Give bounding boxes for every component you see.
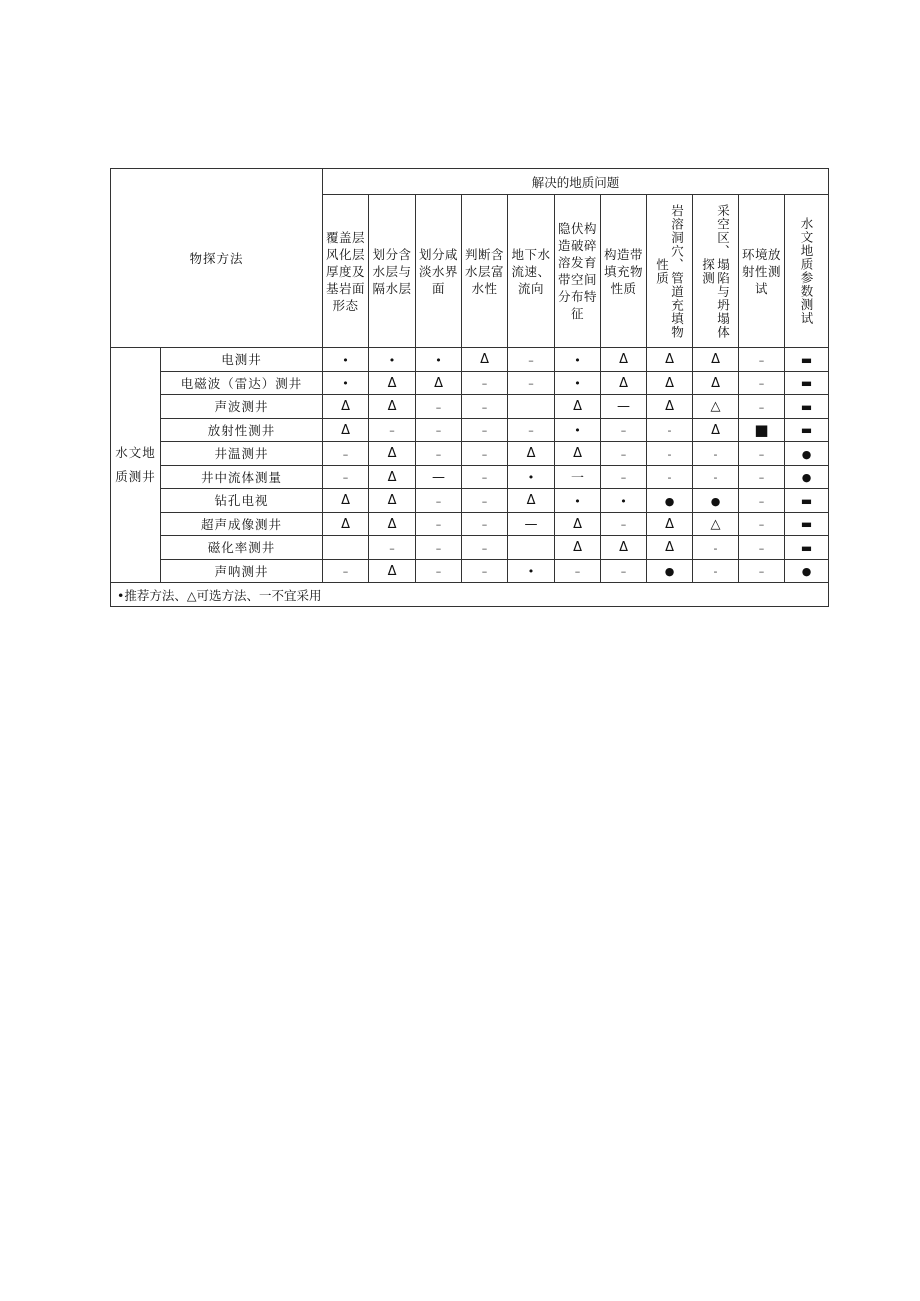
table-cell [785, 536, 829, 560]
suitability-symbol: – [758, 377, 765, 391]
suitability-symbol: - [713, 541, 718, 555]
suitability-symbol: – [481, 400, 488, 414]
table-cell [555, 395, 601, 419]
table-cell [323, 442, 369, 466]
method-name: 超声成像测井 [161, 512, 323, 536]
suitability-symbol: • [435, 353, 442, 367]
suitability-symbol: • [527, 471, 535, 485]
suitability-symbol: • [574, 494, 581, 508]
table-cell [647, 442, 693, 466]
table-cell [462, 512, 508, 536]
suitability-symbol: – [758, 541, 765, 555]
table-row [111, 395, 829, 419]
table-cell [323, 489, 369, 513]
suitability-symbol: Δ [619, 352, 628, 368]
legend-text: •推荐方法、△可选方法、一不宜采用 [117, 587, 322, 603]
table-cell [785, 418, 829, 442]
table-cell [369, 465, 416, 489]
suitability-symbol: Δ [480, 352, 489, 368]
suitability-symbol: – [620, 471, 627, 485]
table-cell [416, 489, 462, 513]
table-cell [739, 512, 785, 536]
suitability-symbol: 一 [571, 471, 585, 487]
suitability-symbol: – [435, 494, 442, 508]
suitability-symbol: – [528, 424, 534, 438]
table-cell [462, 465, 508, 489]
table-cell [369, 512, 416, 536]
table-cell [508, 465, 555, 489]
suitability-symbol: Δ [665, 540, 674, 556]
suitability-symbol: – [620, 424, 627, 438]
table-row [111, 559, 829, 583]
table-cell [323, 418, 369, 442]
table-cell [739, 395, 785, 419]
suitability-symbol: ▬ [800, 423, 813, 438]
suitability-symbol: ● [801, 565, 812, 579]
suitability-symbol: • [574, 377, 581, 391]
suitability-symbol: – [481, 377, 488, 391]
table-row [111, 465, 829, 489]
table-cell [416, 559, 462, 583]
table-cell [462, 559, 508, 583]
table-cell [508, 536, 555, 560]
suitability-symbol: ● [801, 471, 812, 485]
column-header-cell [508, 195, 555, 348]
column-header-cell [601, 195, 647, 348]
table-cell [555, 418, 601, 442]
table-cell [785, 395, 829, 419]
column-header-cell [323, 195, 369, 348]
table-cell [601, 442, 647, 466]
table-cell [739, 371, 785, 395]
suitability-symbol: Δ [711, 352, 720, 368]
suitability-symbol: Δ [665, 375, 674, 391]
suitability-symbol: Δ [387, 516, 397, 532]
suitability-symbol: Δ [573, 540, 582, 556]
column-header-label: 覆盖层风化层厚度及基岩面形态 [326, 229, 366, 313]
suitability-symbol: – [435, 541, 442, 555]
table-cell [462, 489, 508, 513]
suitability-symbol: — [432, 469, 446, 485]
suitability-symbol: • [342, 353, 349, 367]
suitability-symbol: – [481, 424, 488, 438]
table-cell [647, 536, 693, 560]
suitability-symbol: Δ [665, 399, 674, 415]
suitability-symbol: – [758, 447, 765, 461]
column-header-label: 构造带填充物性质 [604, 246, 644, 296]
suitability-symbol: • [388, 353, 396, 367]
suitability-symbol: ▬ [800, 517, 813, 532]
table-cell [601, 489, 647, 513]
table-cell [462, 348, 508, 372]
suitability-symbol: – [435, 400, 442, 414]
table-cell [462, 371, 508, 395]
table-cell [601, 536, 647, 560]
table-cell [647, 512, 693, 536]
suitability-symbol: – [481, 447, 488, 461]
suitability-symbol: – [481, 494, 488, 508]
method-name: 井中流体测量 [161, 465, 323, 489]
suitability-symbol: Δ [387, 493, 397, 509]
column-header-label: 判断含水层富水性 [465, 246, 505, 296]
suitability-symbol: — [617, 399, 631, 415]
suitability-symbol: Δ [387, 375, 397, 391]
table-cell [508, 348, 555, 372]
suitability-symbol: – [481, 518, 488, 532]
suitability-symbol: – [758, 565, 765, 579]
suitability-symbol: - [713, 565, 718, 579]
table-cell [601, 512, 647, 536]
column-header-cell [555, 195, 601, 348]
suitability-symbol: – [758, 353, 765, 367]
table-cell [647, 395, 693, 419]
table-cell [555, 465, 601, 489]
suitability-symbol: • [527, 565, 535, 579]
table-cell [739, 418, 785, 442]
table-cell [785, 442, 829, 466]
suitability-symbol: Δ [341, 516, 350, 532]
table-cell [785, 465, 829, 489]
table-cell [739, 559, 785, 583]
table-cell [555, 512, 601, 536]
suitability-symbol: – [620, 565, 627, 579]
column-header-label: 地下水流速、流向 [511, 246, 551, 296]
suitability-symbol: - [667, 471, 672, 485]
suitability-symbol: - [667, 424, 672, 438]
suitability-symbol: △ [710, 516, 721, 532]
table-cell [555, 536, 601, 560]
table-cell [647, 489, 693, 513]
column-header-label: 水文地质参数测试 [799, 217, 815, 325]
method-name: 电磁波（雷达）测井 [161, 371, 323, 395]
suitability-symbol: Δ [387, 563, 397, 579]
table-cell [739, 442, 785, 466]
suitability-symbol: – [758, 400, 765, 414]
table-cell [785, 559, 829, 583]
table-cell [739, 348, 785, 372]
suitability-symbol: △ [710, 399, 721, 415]
suitability-symbol: – [528, 353, 534, 367]
suitability-symbol: - [713, 447, 718, 461]
table-cell [416, 418, 462, 442]
suitability-symbol: – [620, 518, 627, 532]
suitability-symbol: Δ [711, 375, 720, 391]
table-cell [323, 371, 369, 395]
suitability-symbol: ▬ [800, 540, 813, 555]
table-cell [369, 559, 416, 583]
suitability-symbol: ● [664, 565, 675, 579]
suitability-symbol: • [574, 353, 581, 367]
method-name: 放射性测井 [161, 418, 323, 442]
table-cell [323, 536, 369, 560]
suitability-symbol: Δ [665, 352, 674, 368]
table-cell [693, 442, 739, 466]
table-cell [323, 395, 369, 419]
table-cell [785, 371, 829, 395]
table-cell [693, 395, 739, 419]
table-cell [555, 442, 601, 466]
suitability-symbol: – [620, 447, 627, 461]
suitability-symbol: ● [801, 447, 812, 461]
column-header-label: 采空区、塌陷与坍塌体探测 [700, 203, 731, 339]
method-name: 声呐测井 [161, 559, 323, 583]
table-cell [555, 489, 601, 513]
table-cell [508, 559, 555, 583]
table-cell [647, 559, 693, 583]
table-cell [601, 395, 647, 419]
table-cell [785, 489, 829, 513]
suitability-symbol: - [667, 447, 672, 461]
column-header-label: 划分咸淡水界面 [419, 246, 459, 296]
table-cell [601, 371, 647, 395]
table-cell [555, 559, 601, 583]
column-header-cell [739, 195, 785, 348]
method-name: 磁化率测井 [161, 536, 323, 560]
table-row [111, 489, 829, 513]
table-row [111, 418, 829, 442]
table-cell [369, 371, 416, 395]
table-cell [416, 371, 462, 395]
table-cell [693, 536, 739, 560]
table-cell [369, 536, 416, 560]
table-cell [369, 442, 416, 466]
table-row [111, 348, 829, 372]
suitability-symbol: – [435, 447, 442, 461]
table-cell [462, 442, 508, 466]
suitability-symbol: – [758, 518, 765, 532]
table-cell [693, 348, 739, 372]
suitability-symbol: – [342, 565, 349, 579]
suitability-symbol: Δ [387, 399, 397, 415]
column-header-cell [785, 195, 829, 348]
suitability-symbol: ▬ [800, 376, 813, 391]
column-header-cell [693, 195, 739, 348]
suitability-symbol: Δ [387, 469, 397, 485]
problems-header: 解决的地质问题 [531, 174, 620, 190]
method-name: 钻孔电视 [161, 489, 323, 513]
table-cell [785, 512, 829, 536]
table-cell [369, 418, 416, 442]
table-cell [601, 465, 647, 489]
column-header-label: 环境放射性测试 [742, 246, 782, 296]
table-cell [416, 536, 462, 560]
table-cell [739, 465, 785, 489]
table-cell [647, 371, 693, 395]
suitability-symbol: – [481, 565, 488, 579]
suitability-symbol: – [389, 541, 395, 555]
table-cell [323, 348, 369, 372]
table-cell [693, 418, 739, 442]
suitability-symbol: Δ [619, 375, 628, 391]
table-row [111, 442, 829, 466]
suitability-symbol: – [481, 541, 488, 555]
suitability-symbol: – [389, 424, 395, 438]
table-cell [647, 418, 693, 442]
method-name: 井温测井 [161, 442, 323, 466]
table-cell [416, 348, 462, 372]
table-row [111, 371, 829, 395]
table-cell [693, 371, 739, 395]
table-cell [416, 512, 462, 536]
table-cell [647, 465, 693, 489]
table-cell [508, 418, 555, 442]
suitability-symbol: – [481, 471, 488, 485]
suitability-symbol: Δ [665, 516, 674, 532]
suitability-symbol: Δ [573, 516, 582, 532]
column-header-cell [647, 195, 693, 348]
suitability-symbol: Δ [526, 493, 536, 509]
table-cell [508, 489, 555, 513]
table-cell [508, 395, 555, 419]
column-header-label: 岩溶洞穴、管道充填物性质 [654, 203, 685, 339]
method-name: 声波测井 [161, 395, 323, 419]
table-cell [323, 465, 369, 489]
suitability-symbol: – [574, 565, 581, 579]
suitability-symbol: Δ [573, 399, 582, 415]
table-cell [693, 489, 739, 513]
table-row [111, 512, 829, 536]
group-label-cell [111, 348, 161, 583]
suitability-symbol: – [435, 518, 442, 532]
suitability-symbol: • [574, 424, 581, 438]
table-cell [323, 559, 369, 583]
suitability-symbol: – [528, 377, 534, 391]
problems-header-cell [323, 169, 829, 195]
method-header: 物探方法 [189, 251, 244, 266]
legend-cell [111, 583, 829, 607]
table-cell [369, 489, 416, 513]
table-cell [508, 512, 555, 536]
suitability-symbol: Δ [434, 375, 443, 391]
table-cell [462, 536, 508, 560]
suitability-symbol: — [524, 516, 538, 532]
column-header-cell [462, 195, 508, 348]
suitability-symbol: – [342, 471, 349, 485]
table-cell [555, 371, 601, 395]
table-cell [323, 512, 369, 536]
table-cell [369, 348, 416, 372]
suitability-symbol: ■ [754, 420, 769, 439]
table-cell [739, 536, 785, 560]
suitability-symbol: • [620, 494, 627, 508]
method-name: 电测井 [161, 348, 323, 372]
group-label: 水文地质测井 [115, 445, 156, 484]
table-cell [555, 348, 601, 372]
suitability-symbol: Δ [711, 422, 720, 438]
suitability-symbol: – [758, 494, 765, 508]
suitability-symbol: • [342, 377, 349, 391]
suitability-symbol: – [435, 565, 442, 579]
suitability-symbol: – [435, 424, 442, 438]
suitability-symbol: Δ [619, 540, 628, 556]
table-cell [739, 489, 785, 513]
method-header-cell [111, 169, 323, 348]
table-cell [462, 395, 508, 419]
table-row [111, 536, 829, 560]
table-cell [601, 348, 647, 372]
suitability-symbol: Δ [573, 446, 582, 462]
suitability-symbol: – [758, 471, 765, 485]
suitability-symbol: ▬ [800, 352, 813, 367]
table-cell [416, 395, 462, 419]
table-cell [416, 465, 462, 489]
suitability-symbol: Δ [387, 446, 397, 462]
table-cell [508, 442, 555, 466]
table-cell [601, 559, 647, 583]
table-cell [785, 348, 829, 372]
suitability-symbol: ▬ [800, 399, 813, 414]
table-cell [369, 395, 416, 419]
suitability-symbol: Δ [341, 399, 350, 415]
table-cell [693, 465, 739, 489]
geophysics-method-table [110, 168, 829, 607]
table-cell [462, 418, 508, 442]
table-cell [416, 442, 462, 466]
table-cell [693, 512, 739, 536]
suitability-symbol: - [713, 471, 718, 485]
column-header-label: 划分含水层与隔水层 [372, 246, 412, 296]
table-cell [508, 371, 555, 395]
table-cell [693, 559, 739, 583]
table-cell [647, 348, 693, 372]
suitability-symbol: ▬ [800, 493, 813, 508]
suitability-symbol: Δ [341, 493, 350, 509]
suitability-symbol: ● [710, 494, 721, 508]
suitability-symbol: ● [664, 494, 675, 508]
suitability-symbol: Δ [526, 446, 536, 462]
column-header-cell [369, 195, 416, 348]
table-cell [601, 418, 647, 442]
suitability-symbol: Δ [341, 422, 350, 438]
suitability-symbol: – [342, 447, 349, 461]
column-header-cell [416, 195, 462, 348]
column-header-label: 隐伏构造破碎溶发育带空间分布特征 [558, 221, 598, 321]
